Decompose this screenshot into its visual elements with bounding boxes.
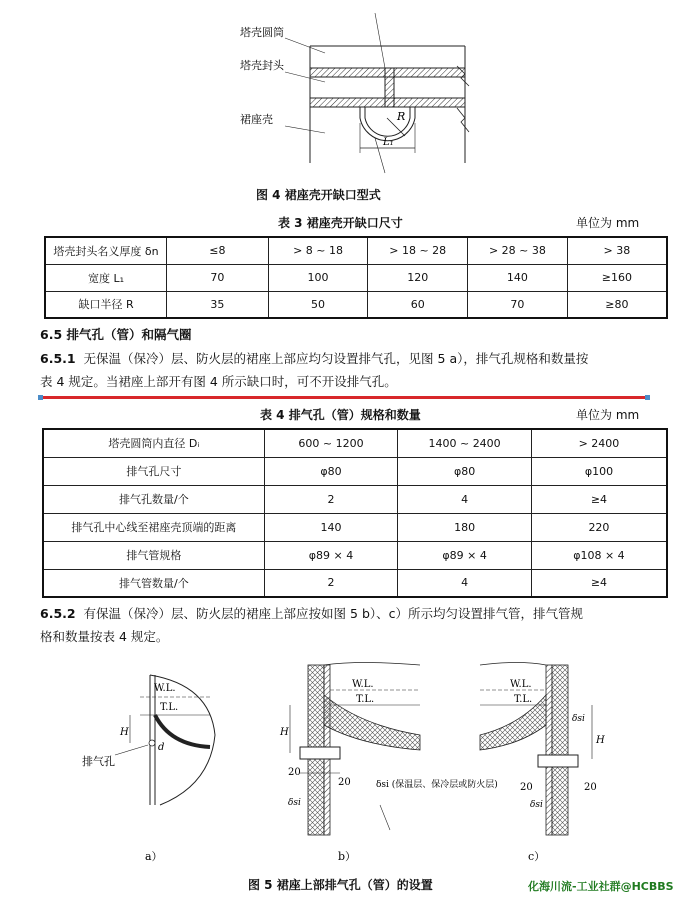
figure-4-caption: 图 4 裙座壳开缺口型式	[256, 188, 381, 202]
fig5b-tl: T.L.	[356, 694, 375, 705]
table-cell: 35	[167, 291, 269, 318]
table-cell: ≥4	[531, 485, 667, 513]
table-3	[44, 236, 668, 319]
section-heading: 6.5 排气孔（管）和隔气圈	[40, 327, 192, 342]
table-3-title: 表 3 裙座壳开缺口尺寸	[278, 216, 403, 230]
fig5c-tl: T.L.	[514, 694, 533, 705]
table-cell: φ108 × 4	[531, 541, 667, 569]
fig4-label-head: 塔壳封头	[240, 59, 284, 72]
table-cell: φ89 × 4	[398, 541, 532, 569]
fig5c-wl: W.L.	[510, 679, 532, 690]
table-cell: 塔壳封头名义厚度 δn	[45, 237, 167, 264]
table-cell: 120	[368, 264, 468, 291]
para-line: 有保温（保冷）层、防火层的裙座上部应按如图 5 b）、c）所示均匀设置排气管，排气管规	[83, 606, 584, 621]
fig4-label-shell: 塔壳圆筒	[240, 26, 284, 39]
table-cell: 2	[264, 569, 398, 597]
table-cell: φ89 × 4	[264, 541, 398, 569]
table-cell: 600 ~ 1200	[264, 429, 398, 457]
table-4-unit: 单位为 mm	[576, 408, 640, 422]
table-cell: > 38	[567, 237, 667, 264]
fig5b-sub: b）	[338, 850, 357, 863]
table-cell: 100	[268, 264, 368, 291]
para-line: 无保温（保冷）层、防火层的裙座上部应均匀设置排气孔，见图 5 a），排气孔规格和数量按	[83, 351, 589, 366]
table-cell: 宽度 L₁	[45, 264, 167, 291]
table-cell: 1400 ~ 2400	[398, 429, 532, 457]
figure-5c	[480, 663, 605, 864]
table-cell: 2	[264, 485, 398, 513]
table-cell: 140	[264, 513, 398, 541]
table-cell: 4	[398, 485, 532, 513]
figure-5-drawing	[60, 655, 660, 875]
highlight-underline	[40, 396, 648, 399]
table-cell: 排气孔数量/个	[43, 485, 264, 513]
table-cell: ≤8	[167, 237, 269, 264]
table-cell: 排气孔尺寸	[43, 457, 264, 485]
selection-handle-left[interactable]	[38, 395, 43, 400]
notch-cutout	[360, 107, 415, 141]
vent-pipe-icon	[300, 747, 340, 759]
para-6-5-2	[40, 602, 680, 648]
fig5b-dsi: δsi	[288, 798, 301, 808]
figure-4-drawing	[225, 8, 475, 180]
table-4-title: 表 4 排气孔（管）规格和数量	[260, 408, 421, 422]
figure-5a	[82, 675, 215, 863]
fig5a-sub: a）	[145, 850, 163, 863]
table-cell: > 28 ~ 38	[468, 237, 568, 264]
para-line: 格和数量按表 4 规定。	[40, 629, 169, 644]
fig5a-H: H	[120, 727, 129, 738]
fig5b-dim20a: 20	[288, 767, 301, 778]
table-cell: 排气管数量/个	[43, 569, 264, 597]
table-cell: 排气管规格	[43, 541, 264, 569]
figure-5-caption: 图 5 裙座上部排气孔（管）的设置	[248, 878, 433, 892]
fig5c-dsi-top: δsi	[572, 714, 585, 724]
fig5a-d: d	[158, 742, 165, 753]
vent-pipe-icon	[538, 755, 578, 767]
para-line: 表 4 规定。当裙座上部开有图 4 所示缺口时，可不开设排气孔。	[40, 374, 397, 389]
table-cell: ≥4	[531, 569, 667, 597]
table-cell: φ80	[264, 457, 398, 485]
fig5b-H: H	[280, 727, 289, 738]
table-cell: > 8 ~ 18	[268, 237, 368, 264]
figure-5b	[279, 663, 498, 864]
table-cell: ≥80	[567, 291, 667, 318]
table-cell: 缺口半径 R	[45, 291, 167, 318]
fig5c-sub: c）	[528, 850, 546, 863]
fig5c-dim20b: 20	[584, 782, 597, 793]
table-cell: 50	[268, 291, 368, 318]
table-cell: > 2400	[531, 429, 667, 457]
table-cell: 4	[398, 569, 532, 597]
table-cell: 排气孔中心线至裙座壳顶端的距离	[43, 513, 264, 541]
fig5b-dim20b: 20	[338, 777, 351, 788]
watermark-text: 化海川流-工业社群@HCBBS	[528, 880, 674, 893]
fig5b-wl: W.L.	[352, 679, 374, 690]
table-3-unit: 单位为 mm	[576, 216, 640, 230]
fig4-dim-L1: L₁	[383, 137, 394, 148]
table-cell: 塔壳圆筒内直径 Dᵢ	[43, 429, 264, 457]
table-cell: φ80	[398, 457, 532, 485]
para-6-5-1	[40, 347, 680, 393]
table-cell: 60	[368, 291, 468, 318]
table-cell: ≥160	[567, 264, 667, 291]
fig5c-dsi-bottom: δsi	[530, 800, 543, 810]
table-cell: 70	[167, 264, 269, 291]
fig5c-dim20a: 20	[520, 782, 533, 793]
table-4	[42, 428, 668, 598]
table-cell: 140	[468, 264, 568, 291]
fig5a-vent-label: 排气孔	[82, 755, 115, 768]
selection-handle-right[interactable]	[645, 395, 650, 400]
table-cell: 70	[468, 291, 568, 318]
fig5a-tl: T.L.	[160, 702, 179, 713]
skirt-wall	[385, 68, 394, 108]
vent-hole-icon	[149, 740, 155, 746]
fig4-label-skirt: 裙座壳	[240, 113, 273, 126]
fig5a-wl: W.L.	[154, 683, 176, 694]
table-cell: > 18 ~ 28	[368, 237, 468, 264]
table-cell: 180	[398, 513, 532, 541]
table-cell: 220	[531, 513, 667, 541]
fig5b-note: δsi (保温层、保冷层或防火层)	[376, 780, 498, 790]
clause-number: 6.5.1	[40, 351, 76, 366]
fig5c-H: H	[596, 735, 605, 746]
table-cell: φ100	[531, 457, 667, 485]
fig4-dim-R: R	[397, 110, 406, 123]
clause-number: 6.5.2	[40, 606, 76, 621]
